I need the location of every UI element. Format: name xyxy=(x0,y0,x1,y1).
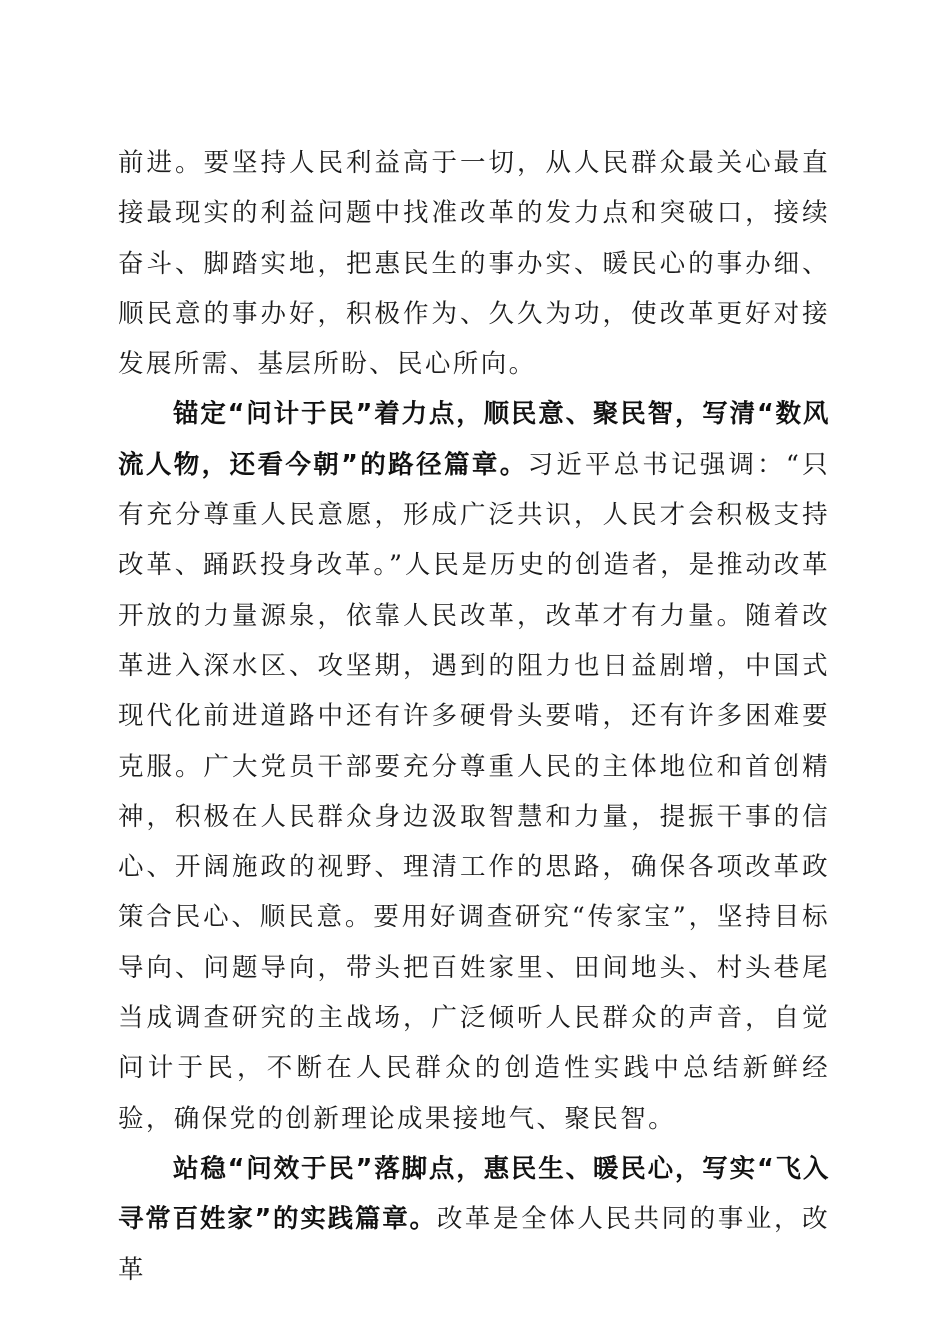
paragraph-3 xyxy=(118,1144,830,1295)
paragraph-1 xyxy=(118,138,830,389)
paragraph-1-text: 前进。要坚持人民利益高于一切，从人民群众最关心最直接最现实的利益问题中找准改革的发力点和突破口，接续奋斗、脚踏实地，把惠民生的事办实、暖民心的事办细、顺民意的事办好，积极作为、久久为功，使改革更好对接发展所需、基层所盼、民心所向。 xyxy=(118,148,830,380)
paragraph-3-text: 改革是全体人民共同的事业，改革 xyxy=(118,1204,830,1285)
paragraph-2-text: 习近平总书记强调：“只有充分尊重人民意愿，形成广泛共识，人民才会积极支持改革、踊跃投身改革。”人民是历史的创造者，是推动改革开放的力量源泉，依靠人民改革，改革才有力量。随着改革进入深水区、攻坚期，遇到的阻力也日益剧增，中国式现代化前进道路中还有许多硬骨头要啃，还有许多困难要克服。广大党员干部要充分尊重人民的主体地位和首创精神，积极在人民群众身边汲取智慧和力量，提振干事的信心、开阔施政的视野、理清工作的思路，确保各项改革政策合民心、顺民意。要用好调查研究“传家宝”，坚持目标导向、问题导向，带头把百姓家里、田间地头、村头巷尾当成调查研究的主战场，广泛倾听人民群众的声音，自觉问计于民，不断在人民群众的创造性实践中总结新鲜经验，确保党的创新理论成果接地气、聚民智。 xyxy=(118,449,830,1134)
paragraph-2-heading: 锚定“问计于民”着力点，顺民意、聚民智，写清“数风流人物，还看今朝”的路径篇章。 xyxy=(118,399,830,480)
paragraph-2 xyxy=(118,389,830,1143)
article-body xyxy=(118,138,830,1295)
paragraph-3-heading: 站稳“问效于民”落脚点，惠民生、暖民心，写实“飞入寻常百姓家”的实践篇章。 xyxy=(118,1153,830,1235)
